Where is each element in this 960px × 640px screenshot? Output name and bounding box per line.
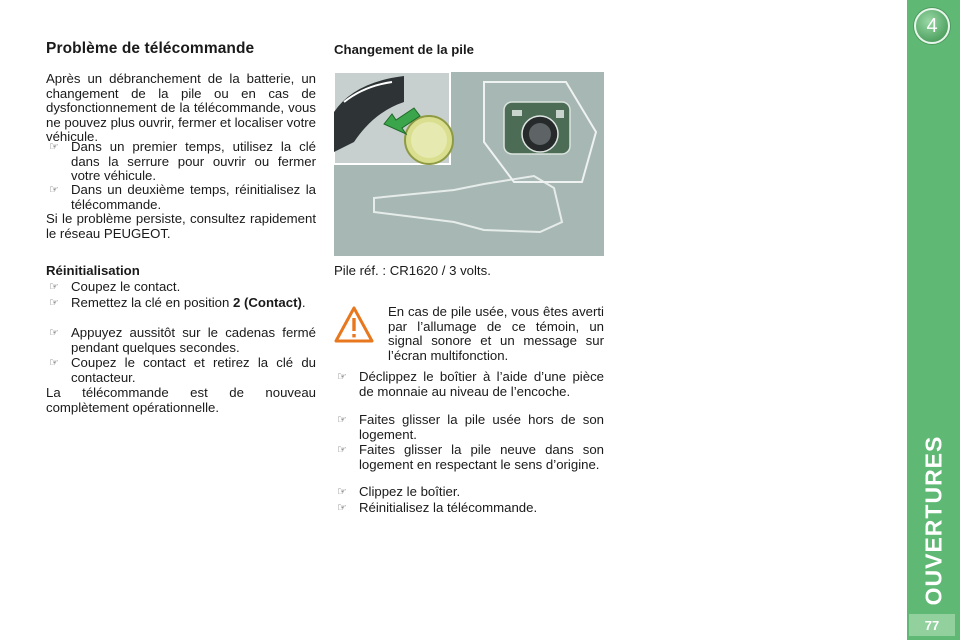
list-item: ☞ Déclippez le boîtier à l’aide d’une pièce de monnaie au niveau de l’encoche. [337,369,604,399]
persist-paragraph: Si le problème persiste, consultez rapidement le réseau PEUGEOT. [46,211,316,241]
key-battery-drawing [334,72,604,256]
pointing-finger-icon: ☞ [49,327,59,339]
pointing-finger-icon: ☞ [49,141,59,153]
pointing-finger-icon: ☞ [49,297,59,309]
pointing-finger-icon: ☞ [337,486,347,498]
key-outline [374,176,562,232]
list-item: ☞ Faites glisser la pile neuve dans son logement en respectant le sens d’origine. [337,442,604,472]
list-item: ☞ Coupez le contact et retirez la clé du contacteur. [49,355,316,385]
pointing-finger-icon: ☞ [337,502,347,514]
list-item: ☞ Dans un deuxième temps, réinitialisez la télécommande. [49,182,316,212]
warning-triangle-icon [334,305,374,345]
list-item: ☞ Dans un premier temps, utilisez la clé dans la serrure pour ouvrir ou fermer votre véhicule. [49,139,316,184]
battery-reference: Pile réf. : CR1620 / 3 volts. [334,263,491,278]
pointing-finger-icon: ☞ [49,184,59,196]
chapter-title: OUVERTURES [920,435,947,605]
pointing-finger-icon: ☞ [337,414,347,426]
list-item: ☞ Faites glisser la pile usée hors de son logement. [337,412,604,442]
page-number: 77 [909,614,955,636]
list-item: ☞ Remettez la clé en position 2 (Contact). [49,295,306,310]
list-item: ☞ Clippez le boîtier. [337,484,461,499]
pointing-finger-icon: ☞ [49,281,59,293]
outro-paragraph: La télécommande est de nouveau complètement opérationnelle. [46,385,316,415]
list-item: ☞ Réinitialisez la télécommande. [337,500,538,515]
chapter-badge: 4 [914,8,950,44]
warning-text: En cas de pile usée, vous êtes averti par l’allumage de ce témoin, un signal sonore et un message sur l’écran multifonction. [388,304,604,363]
subsection-title: Réinitialisation [46,263,140,278]
pointing-finger-icon: ☞ [49,357,59,369]
intro-paragraph: Après un débranchement de la batterie, un changement de la pile ou en cas de dysfonctionnement de la télécommande, vous ne pouvez plus ouvrir, fermer et localiser votre véhicule. [46,71,316,145]
list-item: ☞ Coupez le contact. [49,279,181,294]
section-title: Problème de télécommande [46,40,255,57]
pointing-finger-icon: ☞ [337,371,347,383]
key-battery-illustration [334,72,604,256]
list-item: ☞ Appuyez aussitôt sur le cadenas fermé pendant quelques secondes. [49,325,316,355]
pointing-finger-icon: ☞ [337,444,347,456]
battery-section-title: Changement de la pile [334,42,474,57]
